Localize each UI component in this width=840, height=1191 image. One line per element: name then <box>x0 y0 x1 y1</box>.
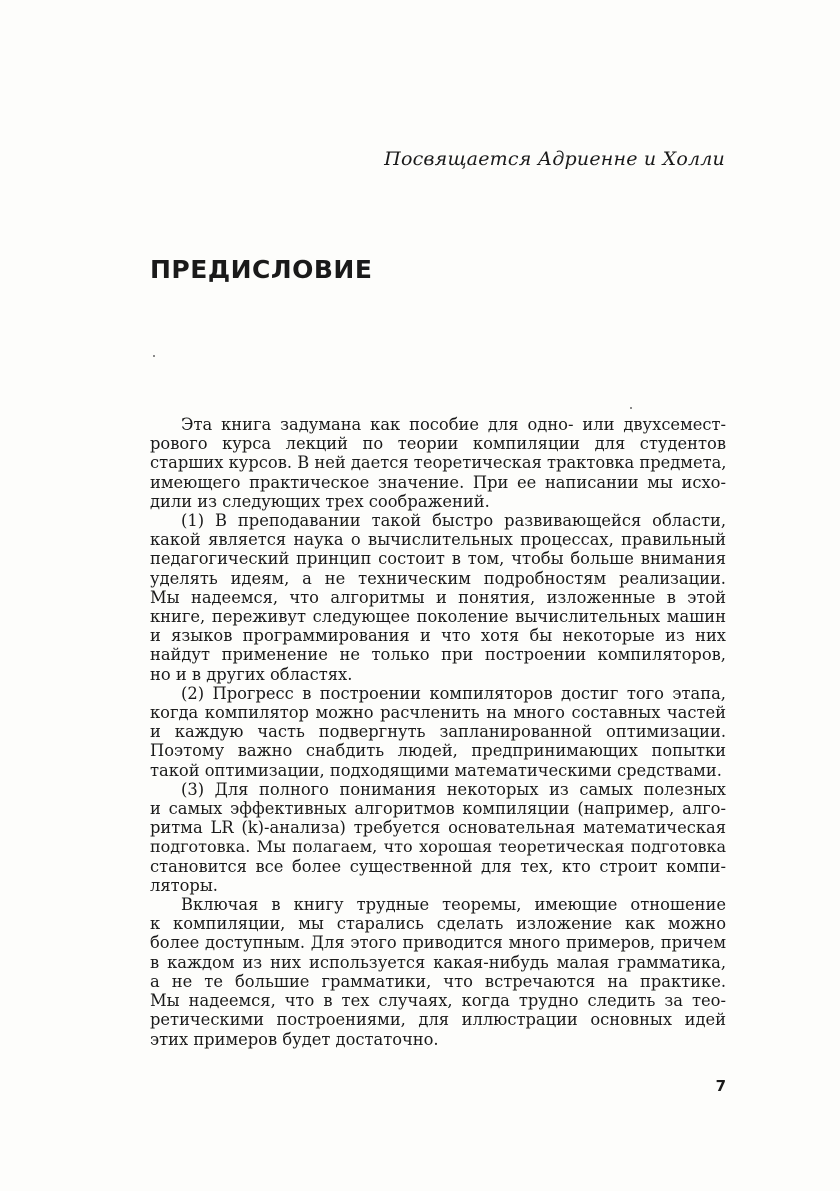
text-line: какой является наука о вычислительных процессах, правильный <box>150 530 726 550</box>
page-title: ПРЕДИСЛОВИЕ <box>150 255 373 284</box>
text-line: в каждом из них используется какая-нибудь малая грамматика, <box>150 952 726 972</box>
text-line: рового курса лекций по теории компиляции для студентов <box>150 434 726 454</box>
text-line: подготовка. Мы полагаем, что хорошая теоретическая подготовка <box>150 837 726 857</box>
text-line: этих примеров будет достаточно. <box>150 1029 439 1049</box>
text-line: Мы надеемся, что алгоритмы и понятия, изложенные в этой <box>150 587 726 607</box>
text-line: ритма LR (k)-анализа) требуется основательная математическая <box>150 818 726 838</box>
text-line: Мы надеемся, что в тех случаях, когда трудно следить за тео- <box>150 991 726 1011</box>
text-line: дили из следующих трех соображений. <box>150 491 490 511</box>
preface-body <box>150 415 726 1049</box>
text-line: Поэтому важно снабдить людей, предпринимающих попытки <box>150 741 726 761</box>
text-line: найдут применение не только при построении компиляторов, <box>150 645 726 665</box>
text-line: Включая в книгу трудные теоремы, имеющие отношение <box>181 895 726 915</box>
page-number: 7 <box>715 1077 726 1095</box>
text-line: когда компилятор можно расчленить на много составных частей <box>150 703 726 723</box>
text-line: уделять идеям, а не техническим подробностям реализации. <box>150 568 726 588</box>
text-line: и языков программирования и что хотя бы некоторые из них <box>150 626 726 646</box>
print-speck <box>153 355 155 357</box>
text-line: книге, переживут следующее поколение вычислительных машин <box>150 607 726 627</box>
text-line: такой оптимизации, подходящими математическими средствами. <box>150 760 722 780</box>
print-speck <box>630 407 632 409</box>
paragraph <box>150 895 726 1049</box>
text-line: становится все более существенной для тех, кто строит компи- <box>150 856 726 876</box>
text-line: педагогический принцип состоит в том, чтобы больше внимания <box>150 549 726 569</box>
text-line: а не те большие грамматики, что встречаются на практике. <box>150 971 726 991</box>
paragraph <box>150 780 726 895</box>
text-line: ретическими построениями, для иллюстрации основных идей <box>150 1010 726 1030</box>
text-line: (2) Прогресс в построении компиляторов достиг того этапа, <box>181 683 726 703</box>
text-line: (3) Для полного понимания некоторых из самых полезных <box>181 779 726 799</box>
text-line: к компиляции, мы старались сделать изложение как можно <box>150 914 726 934</box>
paragraph <box>150 415 726 511</box>
dedication: Посвящается Адриенне и Холли <box>384 148 725 170</box>
paragraph <box>150 511 726 684</box>
text-line: старших курсов. В ней дается теоретическая трактовка предмета, <box>150 453 727 473</box>
text-line: и каждую часть подвергнуть запланированной оптимизации. <box>150 722 726 742</box>
text-line: более доступным. Для этого приводится много примеров, причем <box>150 933 726 953</box>
text-line: но и в других областях. <box>150 664 353 684</box>
text-line: (1) В преподавании такой быстро развивающейся области, <box>181 511 726 531</box>
paragraph <box>150 684 726 780</box>
text-line: Эта книга задумана как пособие для одно- или двухсемест- <box>181 415 726 434</box>
text-line: ляторы. <box>150 875 218 895</box>
text-line: и самых эффективных алгоритмов компиляции (например, алго- <box>150 799 726 819</box>
text-line: имеющего практическое значение. При ее написании мы исхо- <box>150 472 726 492</box>
